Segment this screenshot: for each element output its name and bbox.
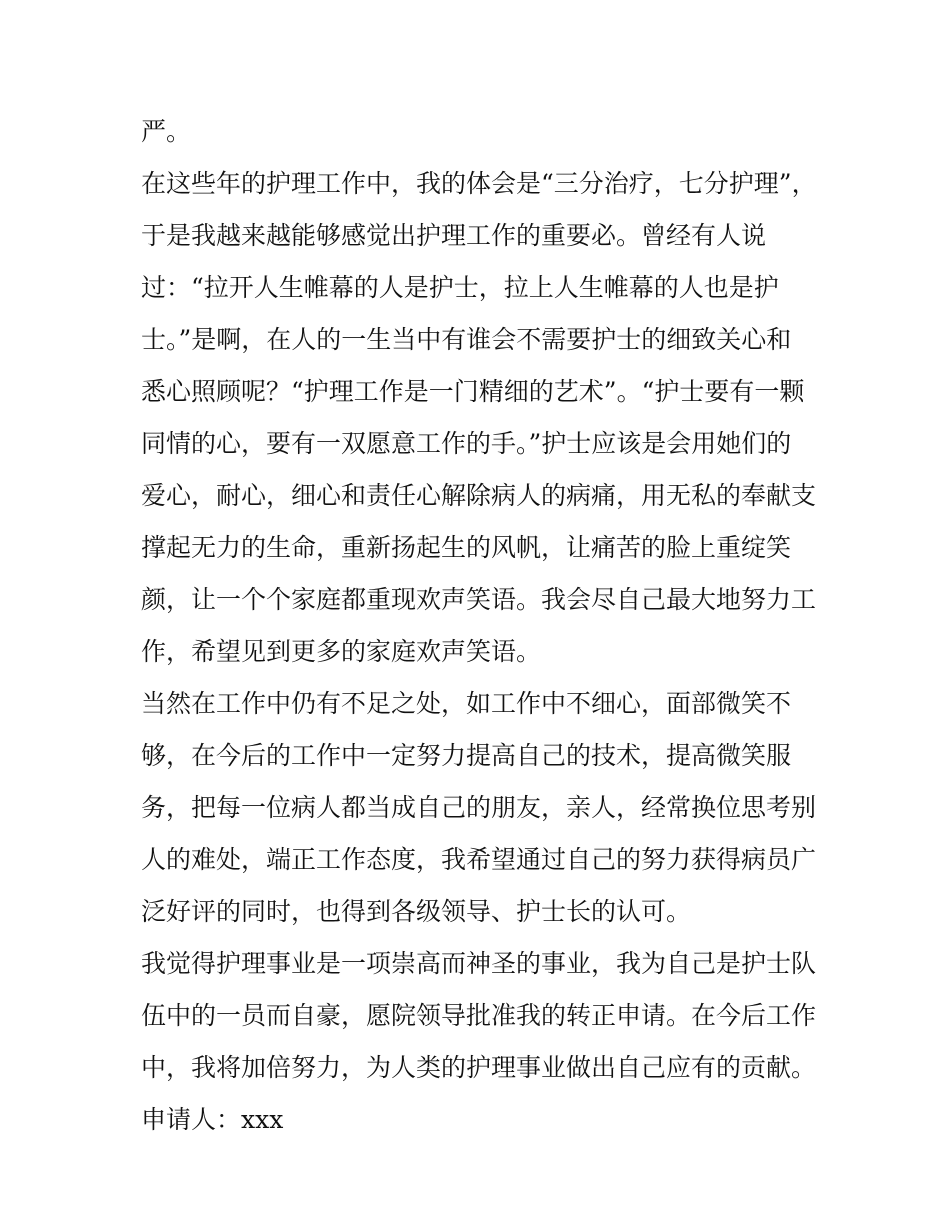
- text-line: 同情的心，要有一双愿意工作的手。”护士应该是会用她们的: [141, 429, 792, 458]
- text-line: 爱心，耐心，细心和责任心解除病人的病痛，用无私的奉献支: [141, 481, 817, 510]
- text-line: 伍中的一员而自豪，愿院领导批准我的转正申请。在今后工作: [141, 1001, 817, 1030]
- text-line: 严。: [141, 117, 192, 146]
- text-line: 务，把每一位病人都当成自己的朋友，亲人，经常换位思考别: [141, 793, 817, 822]
- signature-line: 申请人：xxx: [141, 1105, 284, 1134]
- text-line: 够，在今后的工作中一定努力提高自己的技术，提高微笑服: [141, 741, 792, 770]
- text-line: 中，我将加倍努力，为人类的护理事业做出自己应有的贡献。: [141, 1053, 817, 1082]
- text-line: 人的难处，端正工作态度，我希望通过自己的努力获得病员广: [141, 845, 817, 874]
- text-line: 撑起无力的生命，重新扬起生的风帆，让痛苦的脸上重绽笑: [141, 533, 792, 562]
- text-line: 在这些年的护理工作中，我的体会是“三分治疗，七分护理”，: [141, 169, 817, 198]
- text-line: 过：“拉开人生帷幕的人是护士，拉上人生帷幕的人也是护: [141, 273, 779, 302]
- text-line: 士。”是啊，在人的一生当中有谁会不需要护士的细致关心和: [141, 325, 792, 354]
- text-line: 泛好评的同时，也得到各级领导、护士长的认可。: [141, 897, 692, 926]
- text-line: 作，希望见到更多的家庭欢声笑语。: [141, 637, 542, 666]
- text-line: 颜，让一个个家庭都重现欢声笑语。我会尽自己最大地努力工: [141, 585, 817, 614]
- document-body: [141, 106, 821, 1146]
- text-line: 我觉得护理事业是一项崇高而神圣的事业，我为自己是护士队: [141, 949, 817, 978]
- text-line: 于是我越来越能够感觉出护理工作的重要必。曾经有人说: [141, 221, 767, 250]
- text-line: 当然在工作中仍有不足之处，如工作中不细心，面部微笑不: [141, 689, 792, 718]
- text-line: 悉心照顾呢？“护理工作是一门精细的艺术”。“护士要有一颗: [141, 377, 805, 406]
